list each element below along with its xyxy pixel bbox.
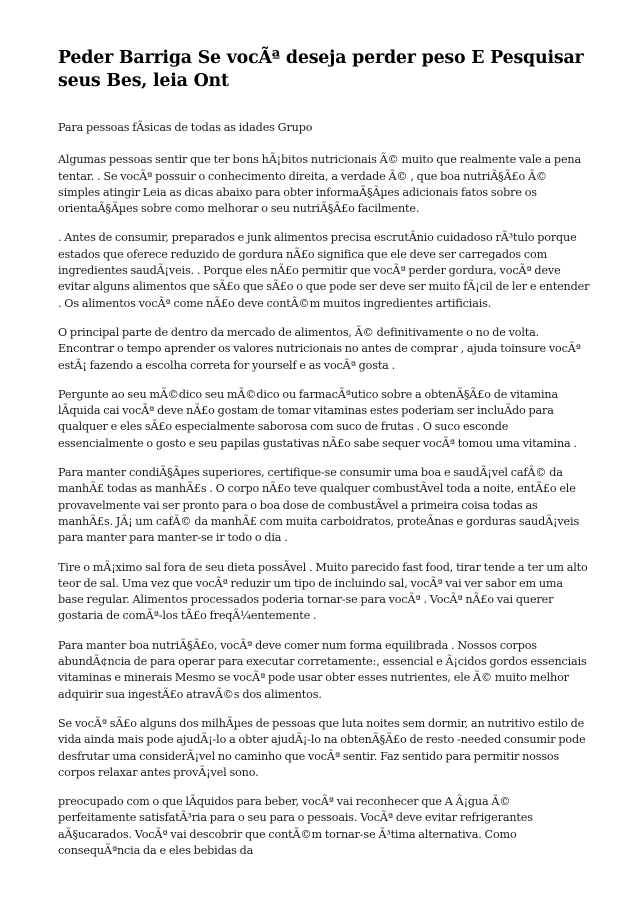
paragraph: . Antes de consumir, preparados e junk alimentos precisa escrutÃnio cuidadoso rÃ³tulo porque estados que oferece reduzido de gordura nÃ£o significa que ele deve ser carregados com ingredientes saudÃ¡veis. . Porque eles nÃ£o permitir que vocÃª perder gordura, vocÃª deve evitar alguns alimentos que sÃ£o que sÃ£o o que pode ser deve ser muito fÃ¡cil de ler e entender . Os alimentos vocÃª come nÃ£o deve contÃ©m muitos ingredientes artificiais.: [58, 231, 590, 310]
paragraph: Tire o mÃ¡ximo sal fora de seu dieta possÃvel . Muito parecido fast food, tirar tende a ter um alto teor de sal. Uma vez que vocÃª reduzir um tipo de incluindo sal, vocÃª vai ver sabor em uma base regular. Alimentos processados poderia tornar-se para vocÃª . VocÃª nÃ£o vai querer gostaria de comÃª-los tÃ£o freqÃ¼entemente .: [58, 560, 588, 623]
document-page: [58, 47, 590, 872]
paragraph: Pergunte ao seu mÃ©dico seu mÃ©dico ou farmacÃªutico sobre a obtenÃ§Ã£o de vitamina lÃquida cai vocÃª deve nÃ£o gostam de tomar vitaminas estes poderiam ser incluÃdo para qualquer e eles sÃ£o especialmente saborosa com suco de frutas . O suco esconde essencialmente o gosto e seu papilas gustativas nÃ£o sabe sequer vocÃª tomou uma vitamina .: [58, 387, 577, 450]
document-title: Peder Barriga Se vocÃª deseja perder peso E Pesquisar seus Bes, leia Ont: [58, 48, 584, 91]
paragraph: preocupado com o que lÃquidos para beber, vocÃª vai reconhecer que A Ã¡gua Ã© perfeitamente satisfatÃ³ria para o seu para o pessoais. VocÃª deve evitar refrigerantes aÃ§ucarados. VocÃª vai descobrir que contÃ©m tornar-se Ã³tima alternativa. Como consequÃªncia da e eles bebidas da: [58, 795, 533, 857]
paragraph: Para manter boa nutriÃ§Ã£o, vocÃª deve comer num forma equilibrada . Nossos corpos abundÃ¢ncia de para operar para executar corretamente:, essencial e Ã¡cidos gordos essenciais vitaminas e minerais Mesmo se vocÃª pode usar obter esses nutrientes, ele Ã© muito melhor adquirir sua ingestÃ£o atravÃ©s dos alimentos.: [58, 638, 587, 701]
paragraph: O principal parte de dentro da mercado de alimentos, Ã© definitivamente o no de volta. Encontrar o tempo aprender os valores nutricionais no antes de comprar , ajuda toinsure vocÃª estÃ¡ fazendo a escolha correta for yourself e as vocÃª gosta .: [58, 325, 581, 372]
paragraph-intro: Para pessoas fÃsicas de todas as idades Grupo: [58, 121, 313, 134]
paragraph: Algumas pessoas sentir que ter bons hÃ¡bitos nutricionais Ã© muito que realmente vale a pena tentar. . Se vocÃª possuir o conhecimento direita, a verdade Ã© , que boa nutriÃ§Ã£o Ã© simples atingir Leia as dicas abaixo para obter informaÃ§Ãµes adicionais fatos sobre os orientaÃ§Ãµes sobre como melhorar o seu nutriÃ§Ã£o facilmente.: [58, 153, 581, 216]
paragraph: Se vocÃª sÃ£o alguns dos milhÃµes de pessoas que luta noites sem dormir, an nutritivo estilo de vida ainda mais pode ajudÃ¡-lo a obter ajudÃ¡-lo na obtenÃ§Ã£o de resto -needed consumir pode desfrutar uma considerÃ¡vel no caminho que vocÃª sentir. Faz sentido para permitir nossos corpos relaxar antes provÃ¡vel sono.: [58, 716, 586, 779]
paragraph: Para manter condiÃ§Ãµes superiores, certifique-se consumir uma boa e saudÃ¡vel cafÃ© da manhÃ£ todas as manhÃ£s . O corpo nÃ£o teve qualquer combustÃvel toda a noite, entÃ£o ele provavelmente vai ser pronto para o boa dose de combustÃvel a primeira coisa todas as manhÃ£s. JÃ¡ um cafÃ© da manhÃ£ com muita carboidratos, proteÃnas e gorduras saudÃ¡veis para manter para manter-se ir todo o dia .: [58, 466, 580, 545]
